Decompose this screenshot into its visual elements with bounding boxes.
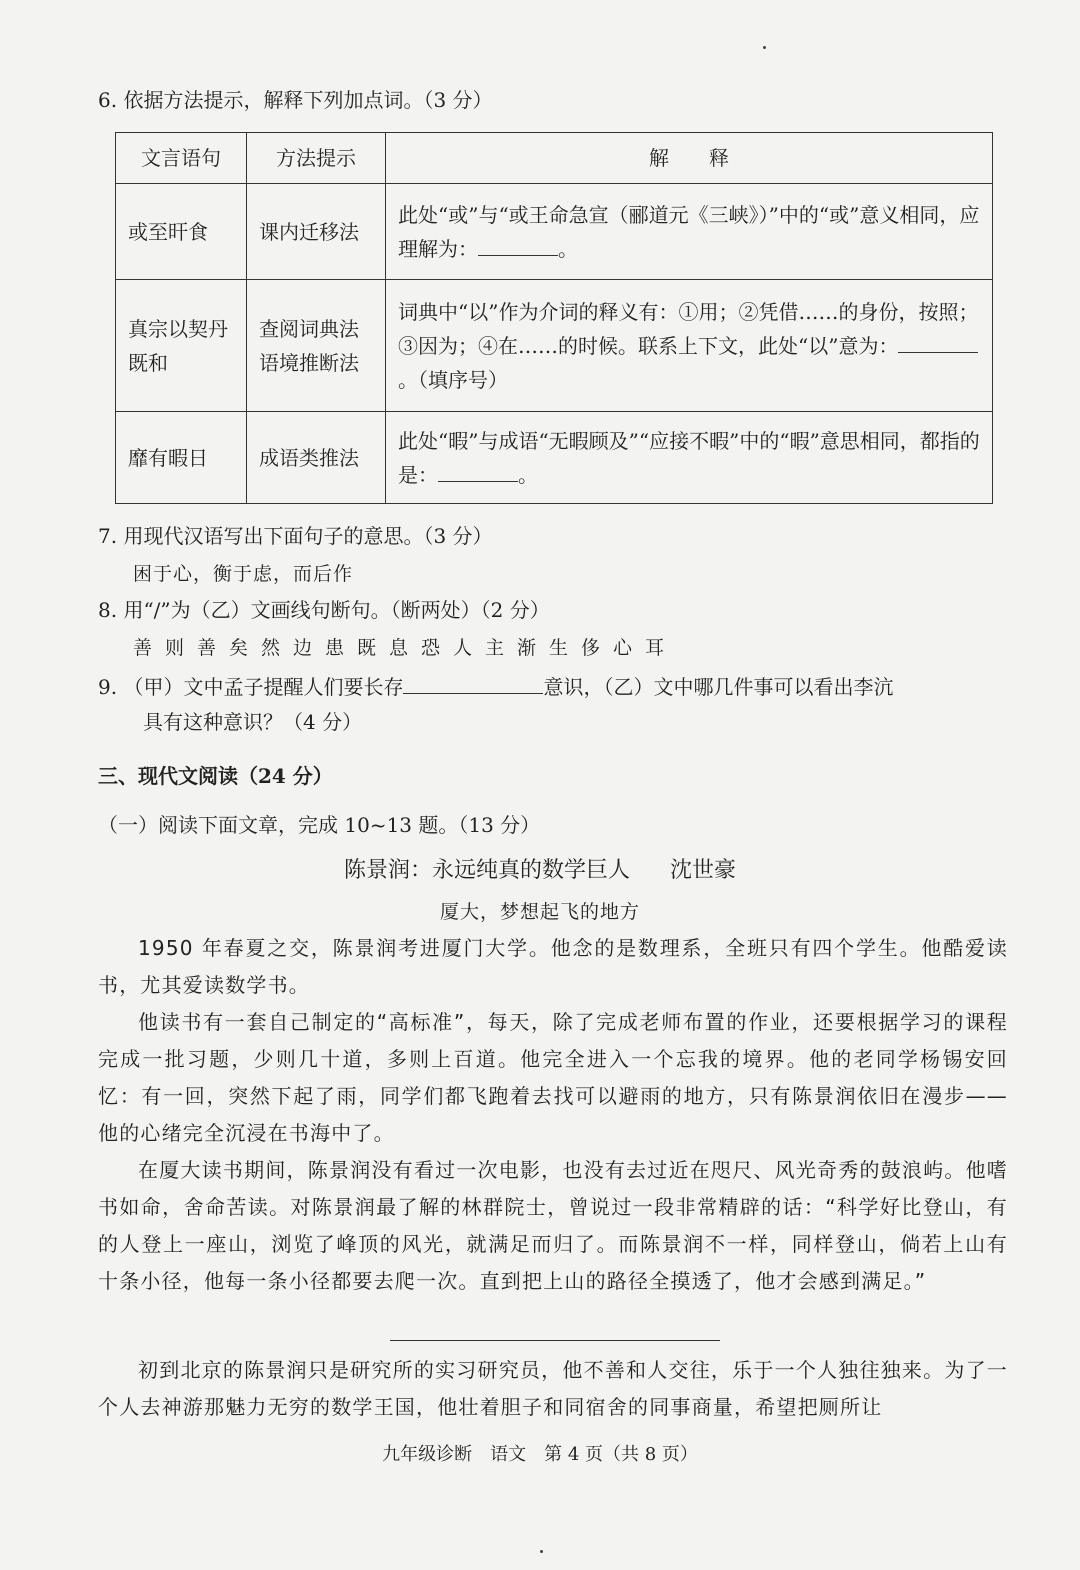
- row-sentence: 真宗以契丹既和: [116, 280, 247, 412]
- answer-blank[interactable]: [478, 235, 558, 256]
- scan-speck: [763, 46, 766, 49]
- header-method: 方法提示: [247, 133, 386, 184]
- explain-end: 。（填序号）: [398, 367, 508, 392]
- scan-speck: [540, 1550, 543, 1553]
- paragraph: 初到北京的陈景润只是研究所的实习研究员，他不善和人交往，乐于一个人独往独来。为了一个人去神游那魅力无穷的数学王国，他壮着胆子和同宿舍的同事商量，希望把厕所让: [98, 1358, 1008, 1419]
- explain-end: 。: [518, 462, 538, 487]
- row-explain: [386, 184, 993, 280]
- q7-title: 7. 用现代汉语写出下面句子的意思。（3 分）: [98, 524, 493, 548]
- table-header-row: [116, 133, 993, 184]
- table-row: [116, 280, 993, 412]
- row-method: 查阅词典法 语境推断法: [247, 280, 386, 412]
- article-subtitle: 厦大，梦想起飞的地方: [439, 901, 640, 923]
- article-body: [98, 930, 1008, 1300]
- row-sentence: 或至旰食: [116, 184, 247, 280]
- part-heading: （一）阅读下面文章，完成 10~13 题。（13 分）: [98, 813, 541, 837]
- row-sentence: 靡有暇日: [116, 412, 247, 504]
- article-title-line: [0, 853, 1080, 884]
- article-title: 陈景润：永远纯真的数学巨人: [343, 858, 630, 883]
- paragraph: 1950 年春夏之交，陈景润考进厦门大学。他念的是数理系，全班只有四个学生。他酷爱读书，尤其爱读数学书。: [98, 936, 1008, 997]
- q9-line1: [98, 673, 893, 701]
- explain-text: 此处“暇”与成语“无暇顾及”“应接不暇”中的“暇”意思相同，都指的是：: [398, 428, 980, 487]
- q8-title: 8. 用“/”为（乙）文画线句断句。（断两处）（2 分）: [98, 598, 550, 622]
- answer-blank[interactable]: [898, 332, 978, 353]
- article-author: 沈世豪: [670, 858, 737, 883]
- row-explain: [386, 280, 993, 412]
- q7-sentence: 困于心，衡于虑，而后作: [133, 563, 354, 585]
- table-row: [116, 184, 993, 280]
- header-sentence: 文言语句: [116, 133, 247, 184]
- section-heading: 三、现代文阅读（24 分）: [98, 764, 333, 788]
- q9-text-a: 9. （甲）文中孟子提醒人们要长存: [98, 675, 404, 699]
- page-footer: 九年级诊断 语文 第 4 页（共 8 页）: [382, 1444, 698, 1465]
- table-row: [116, 412, 993, 504]
- q6-table: [115, 132, 993, 504]
- section-divider: [390, 1340, 720, 1341]
- q9-line2: 具有这种意识？（4 分）: [143, 710, 363, 734]
- answer-blank[interactable]: [403, 673, 543, 694]
- header-explain: 解 释: [386, 133, 993, 184]
- q6-title: 6. 依据方法提示，解释下列加点词。（3 分）: [98, 88, 493, 112]
- row-method: 成语类推法: [247, 412, 386, 504]
- row-explain: [386, 412, 993, 504]
- explain-text: 词典中“以”作为介词的释义有：①用；②凭借……的身份，按照；③因为；④在……的时候。联系上下文，此处“以”意为：: [398, 299, 979, 358]
- answer-blank[interactable]: [438, 461, 518, 482]
- paragraph: 他读书有一套自己制定的“高标准”，每天，除了完成老师布置的作业，还要根据学习的课程完成一批习题，少则几十道，多则上百道。他完全进入一个忘我的境界。他的老同学杨锡安回忆：有一回，突然下起了雨，同学们都飞跑着去找可以避雨的地方，只有陈景润依旧在漫步——他的心绪完全沉浸在书海中了。: [98, 1010, 1008, 1145]
- row-method: 课内迁移法: [247, 184, 386, 280]
- explain-end: 。: [558, 236, 578, 261]
- q8-sentence: 善则善矣然边患既息恐人主渐生侈心耳: [133, 637, 678, 659]
- article-body-continued: [98, 1352, 1008, 1426]
- q9-text-b: 意识，（乙）文中哪几件事可以看出李沆: [543, 675, 894, 699]
- explain-text: 此处“或”与“或王命急宣（郦道元《三峡》）”中的“或”意义相同，应理解为：: [398, 202, 980, 261]
- paragraph: 在厦大读书期间，陈景润没有看过一次电影，也没有去过近在咫尺、风光奇秀的鼓浪屿。他嗜书如命，舍命苦读。对陈景润最了解的林群院士，曾说过一段非常精辟的话：“科学好比登山，有的人登上一座山，浏览了峰顶的风光，就满足而归了。而陈景润不一样，同样登山，倘若上山有十条小径，他每一条小径都要去爬一次。直到把上山的路径全摸透了，他才会感到满足。”: [98, 1158, 1008, 1293]
